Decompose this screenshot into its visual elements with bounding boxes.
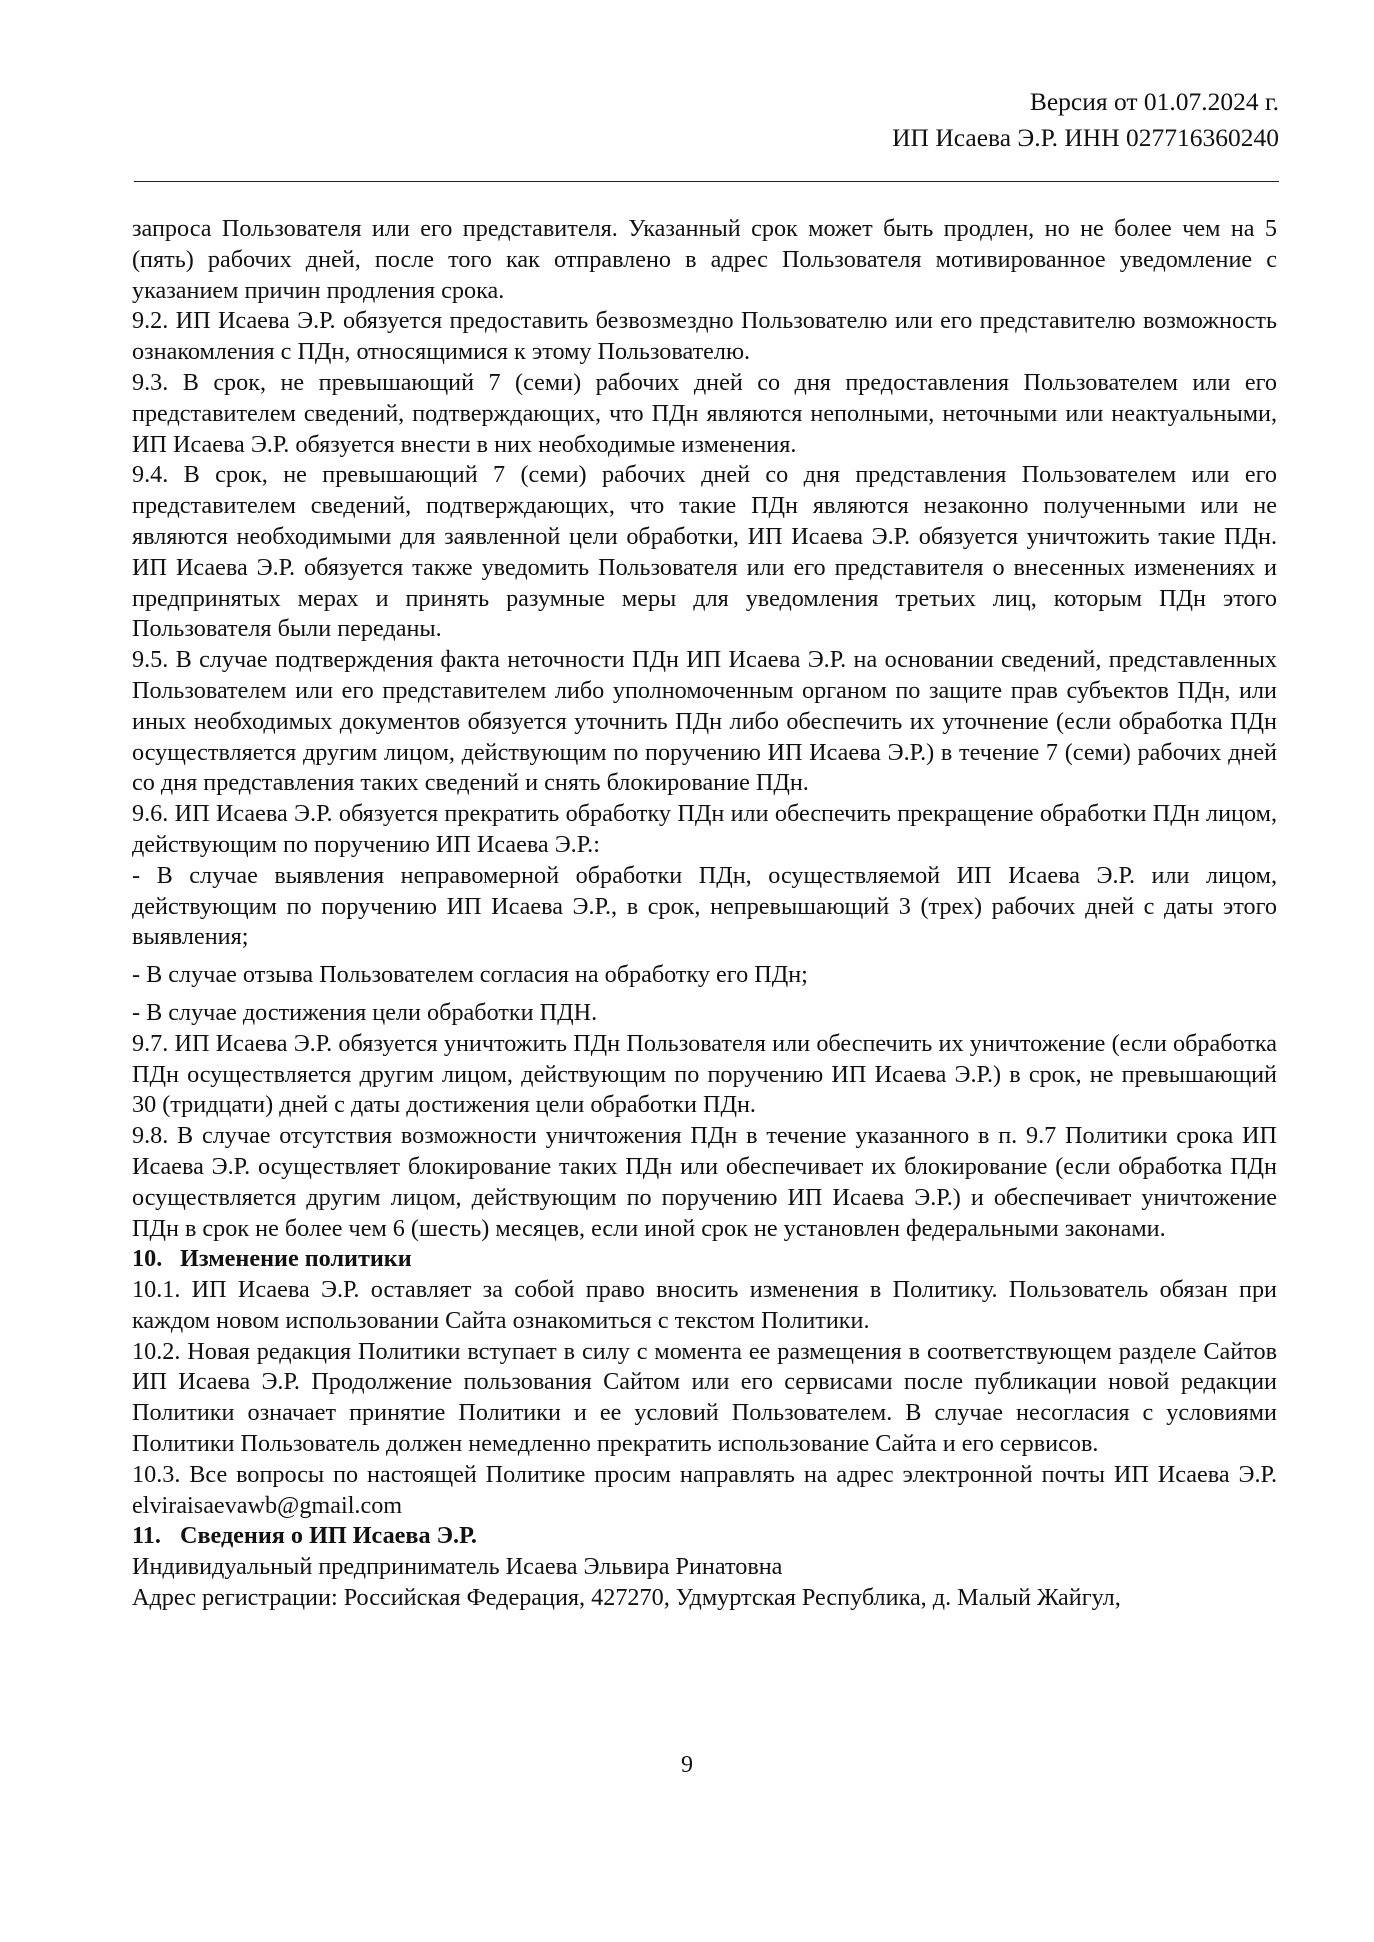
section-11-title: Сведения о ИП Исаева Э.Р. — [180, 1522, 477, 1550]
paragraph-9-8: 9.8. В случае отсутствия возможности уничтожения ПДн в течение указанного в п. 9.7 Политики срока ИП Исаева Э.Р. осуществляет блокирование таких ПДн или обеспечивает их блокирование (если обработка ПДн осуществляется другим лицом, действующим по поручению ИП Исаева Э.Р.) и обеспечивает уничтожение ПДн в срок не более чем 6 (шесть) месяцев, если иной срок не установлен федеральными законами. — [132, 1122, 1277, 1242]
paragraph-9-2: 9.2. ИП Исаева Э.Р. обязуется предоставить безвозмездно Пользователю или его представителю возможность ознакомления с ПДн, относящимися к этому Пользователю. — [132, 307, 1277, 366]
section-10-title: Изменение политики — [180, 1245, 412, 1273]
paragraph-10-2: 10.2. Новая редакция Политики вступает в силу с момента ее размещения в соответствующем разделе Сайтов ИП Исаева Э.Р. Продолжение пользования Сайтом или его сервисами после публикации новой редакции Политики означает принятие Политики и ее условий Пользователем. В случае несогласия с условиями Политики Пользователь должен немедленно прекратить использование Сайта и его сервисов. — [132, 1337, 1277, 1458]
document-body — [132, 214, 1277, 1614]
paragraph-9-4: 9.4. В срок, не превышающий 7 (семи) рабочих дней со дня представления Пользователем или его представителем сведений, подтверждающих, что такие ПДн являются незаконно полученными или не являются необходимыми для заявленной цели обработки, ИП Исаева Э.Р. обязуется уничтожить такие ПДн. ИП Исаева Э.Р. обязуется также уведомить Пользователя или его представителя о внесенных изменениях и предпринятых мерах и принять разумные меры для уведомления третьих лиц, которым ПДн этого Пользователя были переданы. — [132, 461, 1277, 643]
company-line: ИП Исаева Э.Р. ИНН 027716360240 — [892, 123, 1279, 152]
section-11-number: 11. — [132, 1522, 161, 1550]
paragraph-9-5: 9.5. В случае подтверждения факта неточности ПДн ИП Исаева Э.Р. на основании сведений, представленных Пользователем или его представителем либо уполномоченным органом по защите прав субъектов ПДн, или иных необходимых документов обязуется уточнить ПДн либо обеспечить их уточнение (если обработка ПДн осуществляется другим лицом, действующим по поручению ИП Исаева Э.Р.) в течение 7 (семи) рабочих дней со дня представления таких сведений и снять блокирование ПДн. — [132, 646, 1277, 797]
section-10-heading — [132, 1244, 1277, 1275]
paragraph-continuation: запроса Пользователя или его представителя. Указанный срок может быть продлен, но не более чем на 5 (пять) рабочих дней, после того как отправлено в адрес Пользователя мотивированное уведомление с указанием причин продления срока. — [132, 215, 1277, 304]
section-10-number: 10. — [132, 1245, 163, 1273]
list-item-unlawful-processing: - В случае выявления неправомерной обработки ПДн, осуществляемой ИП Исаева Э.Р. или лицом, действующим по поручению ИП Исаева Э.Р., в срок, непревышающий 3 (трех) рабочих дней с даты этого выявления; — [132, 861, 1277, 951]
version-line: Версия от 01.07.2024 г. — [1029, 87, 1279, 116]
page-header — [892, 84, 1279, 156]
paragraph-9-6: 9.6. ИП Исаева Э.Р. обязуется прекратить обработку ПДн или обеспечить прекращение обработки ПДн лицом, действующим по поручению ИП Исаева Э.Р.: — [132, 800, 1277, 858]
paragraph-9-7: 9.7. ИП Исаева Э.Р. обязуется уничтожить ПДн Пользователя или обеспечить их уничтожение (если обработка ПДн осуществляется другим лицом, действующим по поручению ИП Исаева Э.Р.) в срок, не превышающий 30 (тридцати) дней с даты достижения цели обработки ПДн. — [132, 1029, 1277, 1119]
list-item-goal-achieved: - В случае достижения цели обработки ПДН. — [132, 998, 598, 1026]
registration-address: Адрес регистрации: Российская Федерация, 427270, Удмуртская Республика, д. Малый Жайгул, — [132, 1584, 1121, 1612]
paragraph-9-3: 9.3. В срок, не превышающий 7 (семи) рабочих дней со дня предоставления Пользователем или его представителем сведений, подтверждающих, что ПДн являются неполными, неточными или неактуальными, ИП Исаева Э.Р. обязуется внести в них необходимые изменения. — [132, 368, 1277, 458]
list-item-consent-withdrawal: - В случае отзыва Пользователем согласия на обработку его ПДн; — [132, 961, 808, 989]
paragraph-10-3: 10.3. Все вопросы по настоящей Политике просим направлять на адрес электронной почты ИП Исаева Э.Р. elviraisaevawb@gmail.com — [132, 1460, 1277, 1519]
header-divider — [134, 181, 1279, 182]
paragraph-10-1: 10.1. ИП Исаева Э.Р. оставляет за собой право вносить изменения в Политику. Пользователь обязан при каждом новом использовании Сайта ознакомиться с текстом Политики. — [132, 1276, 1277, 1334]
section-11-heading — [132, 1521, 1277, 1552]
entrepreneur-name: Индивидуальный предприниматель Исаева Эльвира Ринатовна — [132, 1553, 783, 1581]
page-number: 9 — [681, 1752, 693, 1778]
